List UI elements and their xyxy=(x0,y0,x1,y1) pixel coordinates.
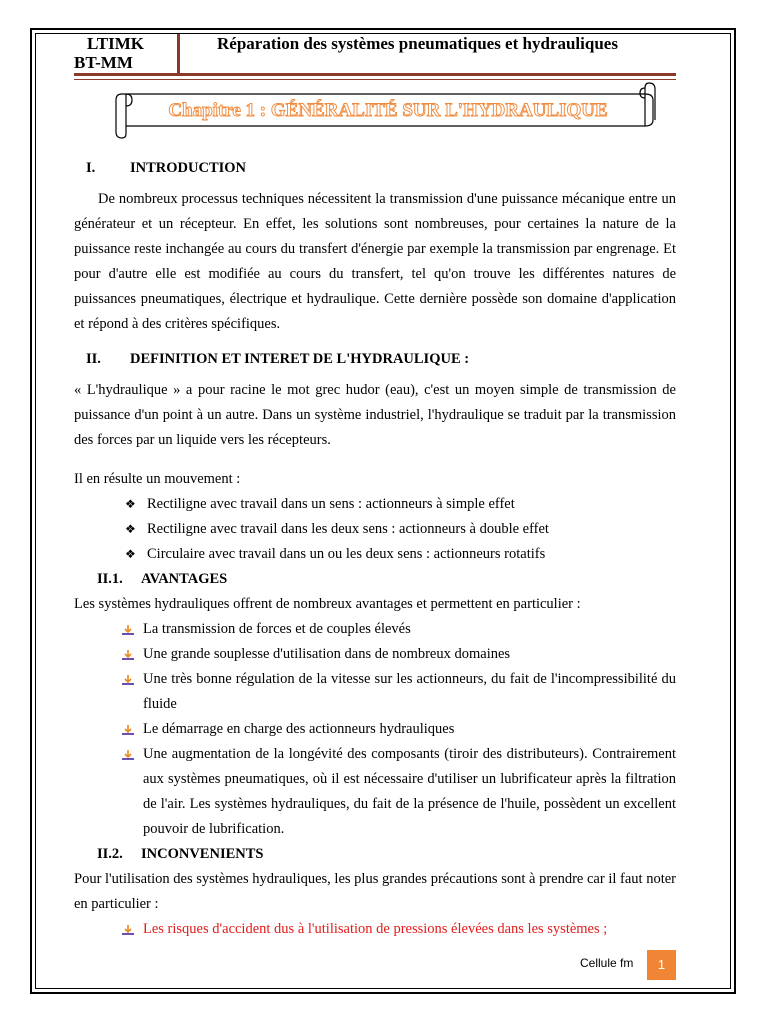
subsection-title: INCONVENIENTS xyxy=(141,846,264,862)
footer-label: Cellule fm xyxy=(580,956,634,970)
list-item: Une augmentation de la longévité des composants (tiroir des distributeurs). Contrairement aux systèmes pneumatiques, où il est nécessaire d'utiliser un lubrificateur après la filtration de l'air. Les systèmes hydrauliques, du fait de la présence de l'huile, possèdent un excellent pouvoir de lubrification. xyxy=(74,742,676,842)
subsection-title: AVANTAGES xyxy=(141,571,228,587)
arrow-down-bullet-icon xyxy=(122,650,134,660)
avantages-list xyxy=(74,617,676,842)
diamond-bullet-icon: ❖ xyxy=(125,547,136,561)
section-title: DEFINITION ET INTERET DE L'HYDRAULIQUE : xyxy=(130,351,470,367)
header-separator xyxy=(177,34,180,74)
definition-paragraph: « L'hydraulique » a pour racine le mot grec hudor (eau), c'est un moyen simple de transmission de puissance d'un point à un autre. Dans un système industriel, l'hydraulique se traduit par la transmission des forces par un liquide vers les récepteurs. xyxy=(74,382,676,448)
list-item: Le démarrage en charge des actionneurs hydrauliques xyxy=(74,717,676,742)
header-org-line1: LTIMK xyxy=(87,34,145,53)
arrow-down-bullet-icon xyxy=(122,725,134,735)
introduction-paragraph: De nombreux processus techniques nécessitent la transmission d'une puissance mécanique entre un générateur et un récepteur. En effet, les solutions sont nombreuses, pour certaines la nature de la puissance reste inchangée au cours du transfert d'énergie par exemple la transmission par engrenage. Et pour d'autre elle est modifiée au cours du transfert, tel qu'on trouve les différentes natures de puissances pneumatiques, électrique et hydraulique. Cette dernière possède son domaine d'application et répond à des critères spécifiques. xyxy=(74,191,676,332)
inconvenients-list xyxy=(74,917,676,942)
subsection-heading-avantages xyxy=(74,567,676,592)
subsection-number: II.2. xyxy=(97,846,123,862)
section-heading-definition xyxy=(74,347,676,372)
section-number: II. xyxy=(86,351,101,367)
diamond-bullet-icon: ❖ xyxy=(125,497,136,511)
movement-list xyxy=(74,492,676,567)
document-body xyxy=(74,156,676,942)
section-number: I. xyxy=(86,160,96,176)
arrow-down-bullet-icon xyxy=(122,625,134,635)
header-rule-thick xyxy=(74,73,676,76)
page-number-badge: 1 xyxy=(647,950,676,980)
arrow-down-bullet-icon xyxy=(122,675,134,685)
movement-intro: Il en résulte un mouvement : xyxy=(74,471,241,487)
header-org-line2: BT-MM xyxy=(74,53,133,72)
list-item: ❖ Rectiligne avec travail dans un sens : actionneurs à simple effet xyxy=(74,492,676,517)
list-item: La transmission de forces et de couples élevés xyxy=(74,617,676,642)
list-item: Une grande souplesse d'utilisation dans de nombreux domaines xyxy=(74,642,676,667)
inconvenients-intro: Pour l'utilisation des systèmes hydrauliques, les plus grandes précautions sont à prendre car il faut noter en particulier : xyxy=(74,871,676,912)
list-item: Une très bonne régulation de la vitesse sur les actionneurs, du fait de l'incompressibilité du fluide xyxy=(74,667,676,717)
subsection-number: II.1. xyxy=(97,571,123,587)
section-heading-introduction xyxy=(74,156,676,181)
header-title: Réparation des systèmes pneumatiques et hydrauliques xyxy=(217,34,618,53)
avantages-intro: Les systèmes hydrauliques offrent de nombreux avantages et permettent en particulier : xyxy=(74,596,581,612)
arrow-down-bullet-icon xyxy=(122,750,134,760)
chapter-title: Chapitre 1 : GÉNÉRALITÉ SUR L'HYDRAULIQUE xyxy=(168,100,608,121)
section-title: INTRODUCTION xyxy=(130,160,247,176)
diamond-bullet-icon: ❖ xyxy=(125,522,136,536)
list-item: ❖ Rectiligne avec travail dans les deux sens : actionneurs à double effet xyxy=(74,517,676,542)
subsection-heading-inconvenients xyxy=(74,842,676,867)
arrow-down-bullet-icon xyxy=(122,925,134,935)
list-item: Les risques d'accident dus à l'utilisation de pressions élevées dans les systèmes ; xyxy=(74,917,676,942)
header-organization xyxy=(74,34,144,72)
list-item: ❖ Circulaire avec travail dans un ou les deux sens : actionneurs rotatifs xyxy=(74,542,676,567)
